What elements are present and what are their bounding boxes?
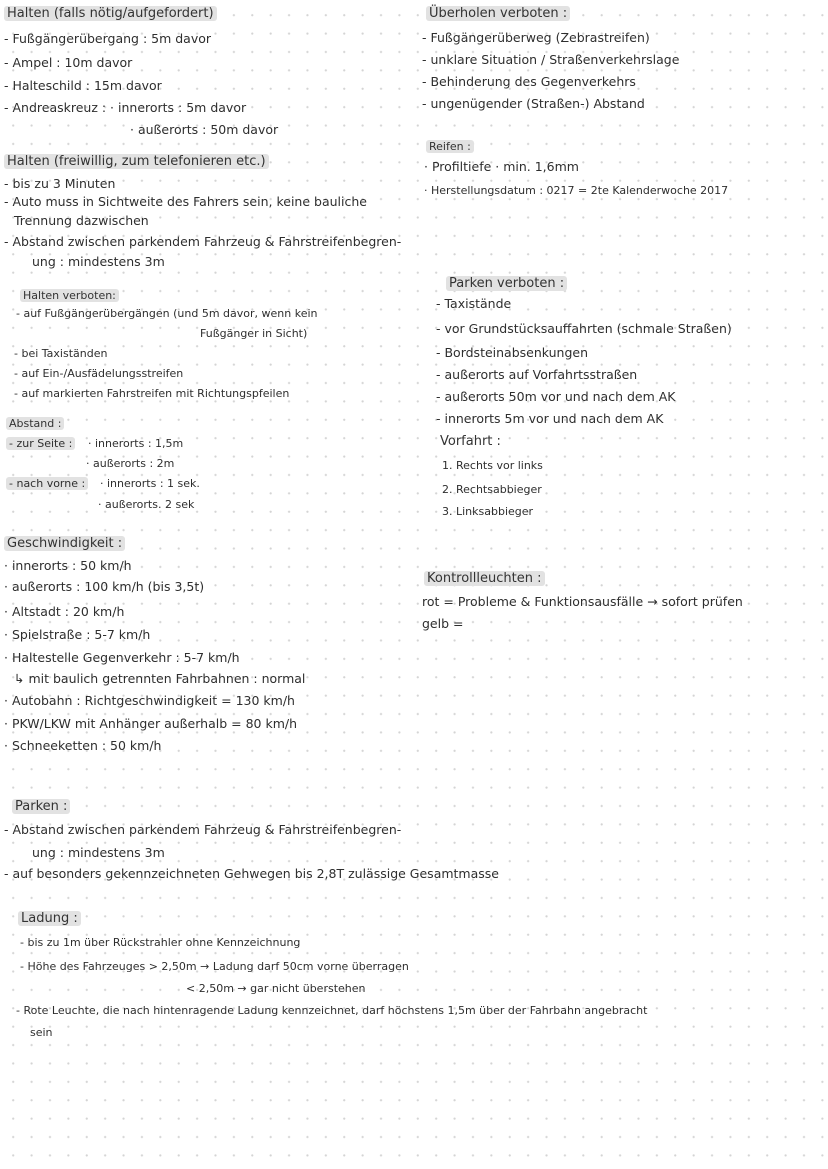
parken-section	[0, 795, 620, 890]
reifen-heading: Reifen :	[426, 140, 474, 153]
halten-freiwillig-section	[0, 148, 450, 273]
note-line: - Fußgängerüberweg (Zebrastreifen)	[422, 30, 650, 45]
ueberholen-section	[420, 0, 820, 120]
note-line: ung : mindestens 3m	[32, 254, 165, 269]
abstand-seite-innerorts: · innerorts : 1,5m	[88, 437, 184, 450]
note-line: 1. Rechts vor links	[442, 459, 543, 472]
halten-heading: Halten (falls nötig/aufgefordert)	[4, 6, 217, 21]
note-line: - Höhe des Fahrzeuges > 2,50m → Ladung darf 50cm vorne überragen	[20, 960, 409, 973]
note-line: - Behinderung des Gegenverkehrs	[422, 74, 636, 89]
parken-verboten-section	[420, 270, 825, 430]
note-line: · Profiltiefe · min. 1,6mm	[424, 159, 579, 174]
note-line: - ungenügender (Straßen-) Abstand	[422, 96, 645, 111]
abstand-vorne-ausserorts: · außerorts. 2 sek	[98, 498, 195, 511]
note-line: · außerorts : 50m davor	[130, 122, 279, 137]
note-line: rot = Probleme & Funktionsausfälle → sofort prüfen	[422, 594, 743, 609]
kontrollleuchten-heading: Kontrollleuchten :	[424, 571, 545, 586]
note-line: Trennung dazwischen	[14, 213, 149, 228]
note-line: - außerorts auf Vorfahrtsstraßen	[436, 367, 638, 382]
note-line: · innerorts : 50 km/h	[4, 558, 132, 573]
abstand-seite-ausserorts: · außerorts : 2m	[86, 457, 175, 470]
note-line: - Auto muss in Sichtweite des Fahrers sein, keine bauliche	[4, 194, 367, 209]
note-line: - Abstand zwischen parkendem Fahrzeug & Fahrstreifenbegren-	[4, 822, 402, 837]
parken-verboten-heading: Parken verboten :	[446, 276, 567, 291]
note-line: - auf Ein-/Ausfädelungsstreifen	[14, 367, 184, 380]
note-line: 3. Linksabbieger	[442, 505, 534, 518]
note-line: - Taxistände	[436, 296, 512, 311]
reifen-section	[420, 135, 825, 205]
note-line: · Altstadt : 20 km/h	[4, 604, 125, 619]
note-line: - unklare Situation / Straßenverkehrslage	[422, 52, 680, 67]
note-line: 2. Rechtsabbieger	[442, 483, 542, 496]
note-line: - Halteschild : 15m davor	[4, 78, 162, 93]
abstand-seite-label: - zur Seite :	[6, 437, 75, 450]
halten-verboten-section	[0, 280, 420, 410]
note-line: - vor Grundstücksauffahrten (schmale Straßen)	[436, 321, 732, 336]
note-line: - Ampel : 10m davor	[4, 55, 133, 70]
vorfahrt-section	[420, 430, 720, 525]
parken-heading: Parken :	[12, 799, 70, 814]
note-line: < 2,50m → gar nicht überstehen	[186, 982, 366, 995]
note-line: - Rote Leuchte, die nach hintenragende Ladung kennzeichnet, darf höchstens 1,5m über der Fahrbahn angebracht	[16, 1004, 648, 1017]
note-line: · außerorts : 100 km/h (bis 3,5t)	[4, 579, 205, 594]
note-line: - Abstand zwischen parkendem Fahrzeug & Fahrstreifenbegren-	[4, 234, 402, 249]
kontrollleuchten-section	[420, 565, 825, 640]
ueberholen-heading: Überholen verboten :	[426, 6, 570, 21]
note-line: - auf besonders gekennzeichneten Gehwegen bis 2,8T zulässige Gesamtmasse	[4, 866, 499, 881]
ladung-heading: Ladung :	[18, 911, 81, 926]
halten-section	[0, 0, 420, 140]
geschwindigkeit-heading: Geschwindigkeit :	[4, 536, 125, 551]
note-line: · Autobahn : Richtgeschwindigkeit = 130 km/h	[4, 693, 295, 708]
note-line: ↳ mit baulich getrennten Fahrbahnen : normal	[14, 671, 306, 686]
geschwindigkeit-section	[0, 530, 420, 760]
note-line: - bis zu 1m über Rückstrahler ohne Kennzeichnung	[20, 936, 301, 949]
note-line: · Haltestelle Gegenverkehr : 5-7 km/h	[4, 650, 240, 665]
note-line: - Andreaskreuz : · innerorts : 5m davor	[4, 100, 247, 115]
note-line: - außerorts 50m vor und nach dem AK	[436, 389, 676, 404]
abstand-heading: Abstand :	[6, 417, 64, 430]
halten-freiwillig-heading: Halten (freiwillig, zum telefonieren etc.)	[4, 154, 269, 169]
note-line: Fußgänger in Sicht)	[200, 327, 308, 340]
note-line: - auf markierten Fahrstreifen mit Richtungspfeilen	[14, 387, 290, 400]
note-line: - bei Taxiständen	[14, 347, 108, 360]
note-line: - Bordsteinabsenkungen	[436, 345, 589, 360]
note-line: ung : mindestens 3m	[32, 845, 165, 860]
note-line: gelb =	[422, 616, 464, 631]
note-line: sein	[30, 1026, 53, 1039]
note-line: · Spielstraße : 5-7 km/h	[4, 627, 151, 642]
note-line: - auf Fußgängerübergängen (und 5m davor, wenn kein	[16, 307, 318, 320]
note-line: · Herstellungsdatum : 0217 = 2te Kalenderwoche 2017	[424, 184, 729, 197]
ladung-section	[0, 905, 828, 1045]
note-line: - bis zu 3 Minuten	[4, 176, 116, 191]
note-line: · Schneeketten : 50 km/h	[4, 738, 162, 753]
note-line: - innerorts 5m vor und nach dem AK	[436, 411, 664, 426]
halten-verboten-heading: Halten verboten:	[20, 289, 119, 302]
abstand-vorne-label: - nach vorne :	[6, 477, 88, 490]
note-line: · PKW/LKW mit Anhänger außerhalb = 80 km/h	[4, 716, 297, 731]
abstand-section	[0, 410, 300, 520]
abstand-vorne-innerorts: · innerorts : 1 sek.	[100, 477, 200, 490]
note-line: - Fußgängerübergang : 5m davor	[4, 31, 212, 46]
vorfahrt-heading: Vorfahrt :	[440, 434, 501, 449]
